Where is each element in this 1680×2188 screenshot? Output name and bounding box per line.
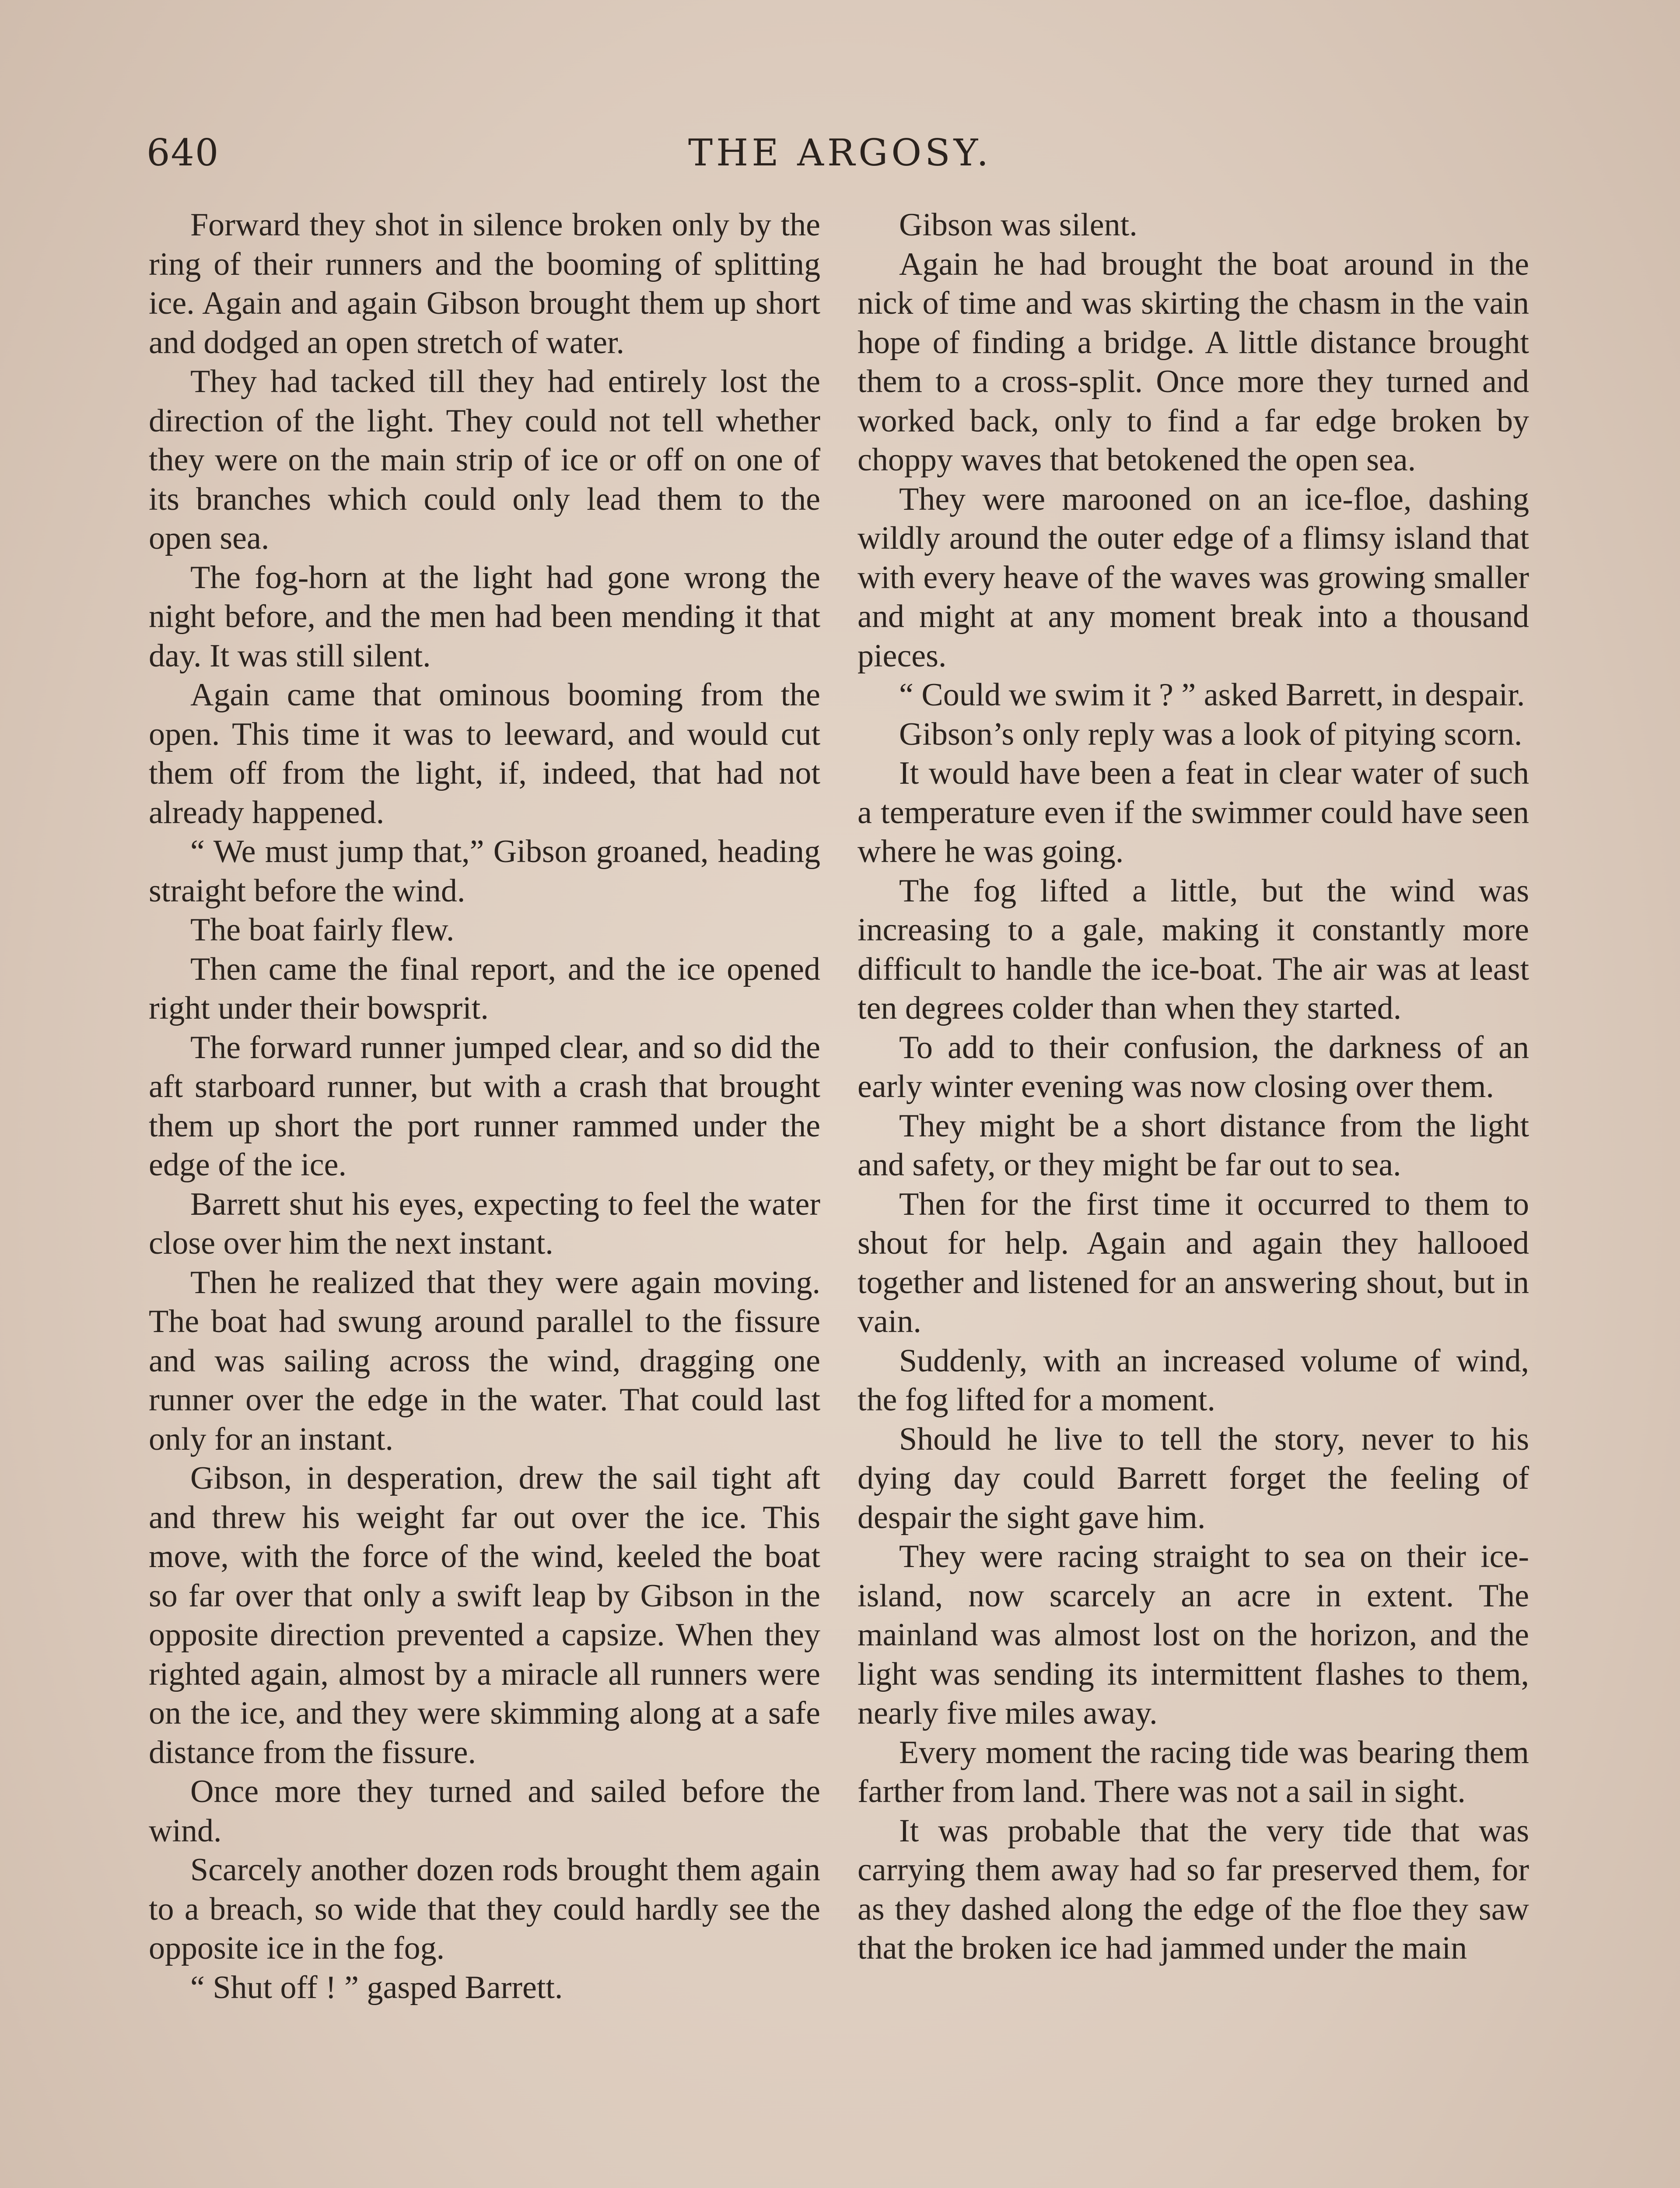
paragraph: The fog-horn at the light had gone wrong the night before, and the men had been mending it that day. It was still silent. <box>149 559 820 674</box>
paragraph: Again he had brought the boat around in the nick of time and was skirting the chasm in the vain hope of finding a bridge. A little distance brought them to a cross-split. Once more they turned and worked back, only to find a far edge broken by choppy waves that betokened the open sea. <box>858 246 1529 478</box>
paragraph: “ Shut off ! ” gasped Barrett. <box>190 1969 563 2006</box>
paragraph: Scarcely another dozen rods brought them again to a breach, so wide that they could hardly see the opposite ice in the fog. <box>149 1852 820 1966</box>
paragraph: Every moment the racing tide was bearing them farther from land. There was not a sail in sight. <box>858 1734 1529 1809</box>
paragraph: Gibson was silent. <box>899 207 1138 243</box>
paragraph: Suddenly, with an increased volume of wind, the fog lifted for a moment. <box>858 1343 1529 1418</box>
paragraph: Should he live to tell the story, never to his dying day could Barrett forget the feeling of despair the sight gave him. <box>858 1421 1529 1536</box>
left-column <box>149 206 820 2007</box>
paragraph: It would have been a feat in clear water of such a temperature even if the swimmer could have seen where he was going. <box>858 755 1529 870</box>
page-number: 640 <box>147 131 220 174</box>
paragraph: “ Could we swim it ? ” asked Barrett, in despair. <box>899 677 1525 713</box>
page-header <box>147 131 1533 188</box>
paragraph: Again came that ominous booming from the open. This time it was to leeward, and would cut them off from the light, if, indeed, that had not already happened. <box>149 677 820 831</box>
paragraph: “ We must jump that,” Gibson groaned, heading straight before the wind. <box>149 834 820 909</box>
paragraph: The fog lifted a little, but the wind was increasing to a gale, making it constantly more difficult to handle the ice-boat. The air was at least ten degrees colder than when they started. <box>858 873 1529 1026</box>
paragraph: It was probable that the very tide that was carrying them away had so far preserved them, for as they dashed along the edge of the floe they saw that the broken ice had jammed under the main <box>858 1813 1529 1966</box>
paragraph: The forward runner jumped clear, and so did the aft starboard runner, but with a crash that brought them up short the port runner rammed under the edge of the ice. <box>149 1029 820 1183</box>
paragraph: Once more they turned and sailed before the wind. <box>149 1774 820 1849</box>
paragraph: Barrett shut his eyes, expecting to feel the water close over him the next instant. <box>149 1186 820 1261</box>
paragraph: To add to their confusion, the darkness of an early winter evening was now closing over them. <box>858 1029 1529 1105</box>
paragraph: Then came the final report, and the ice opened right under their bowsprit. <box>149 951 820 1026</box>
paragraph: Forward they shot in silence broken only by the ring of their runners and the booming of splitting ice. Again and again Gibson brought them up short and dodged an open stretch of water. <box>149 207 820 361</box>
paragraph: Gibson, in desperation, drew the sail tight aft and threw his weight far out over the ice. This move, with the force of the wind, keeled the boat so far over that only a swift leap by Gibson in the opposite direction prevented a capsize. When they righted again, almost by a miracle all runners were on the ice, and they were skimming along at a safe distance from the fissure. <box>149 1460 820 1771</box>
paragraph: They were racing straight to sea on their ice-island, now scarcely an acre in extent. The mainland was almost lost on the horizon, and the light was sending its intermittent flashes to them, nearly five miles away. <box>858 1539 1529 1731</box>
paragraph: The boat fairly flew. <box>190 912 455 948</box>
paragraph: Then for the first time it occurred to them to shout for help. Again and again they hallooed together and listened for an answering shout, but in vain. <box>858 1186 1529 1339</box>
paragraph: They were marooned on an ice-floe, dashing wildly around the outer edge of a flimsy island that with every heave of the waves was growing smaller and might at any moment break into a thousand pieces. <box>858 481 1529 674</box>
paragraph: They might be a short distance from the light and safety, or they might be far out to sea. <box>858 1108 1529 1183</box>
paragraph: Then he realized that they were again moving. The boat had swung around parallel to the fissure and was sailing across the wind, dragging one runner over the edge in the water. That could last only for an instant. <box>149 1264 820 1457</box>
paragraph: They had tacked till they had entirely lost the direction of the light. They could not tell whether they were on the main strip of ice or off on one of its branches which could only lead them to the open sea. <box>149 364 820 556</box>
running-title: THE ARGOSY. <box>688 131 992 174</box>
paragraph: Gibson’s only reply was a look of pitying scorn. <box>899 716 1522 752</box>
right-column <box>858 206 1529 1968</box>
